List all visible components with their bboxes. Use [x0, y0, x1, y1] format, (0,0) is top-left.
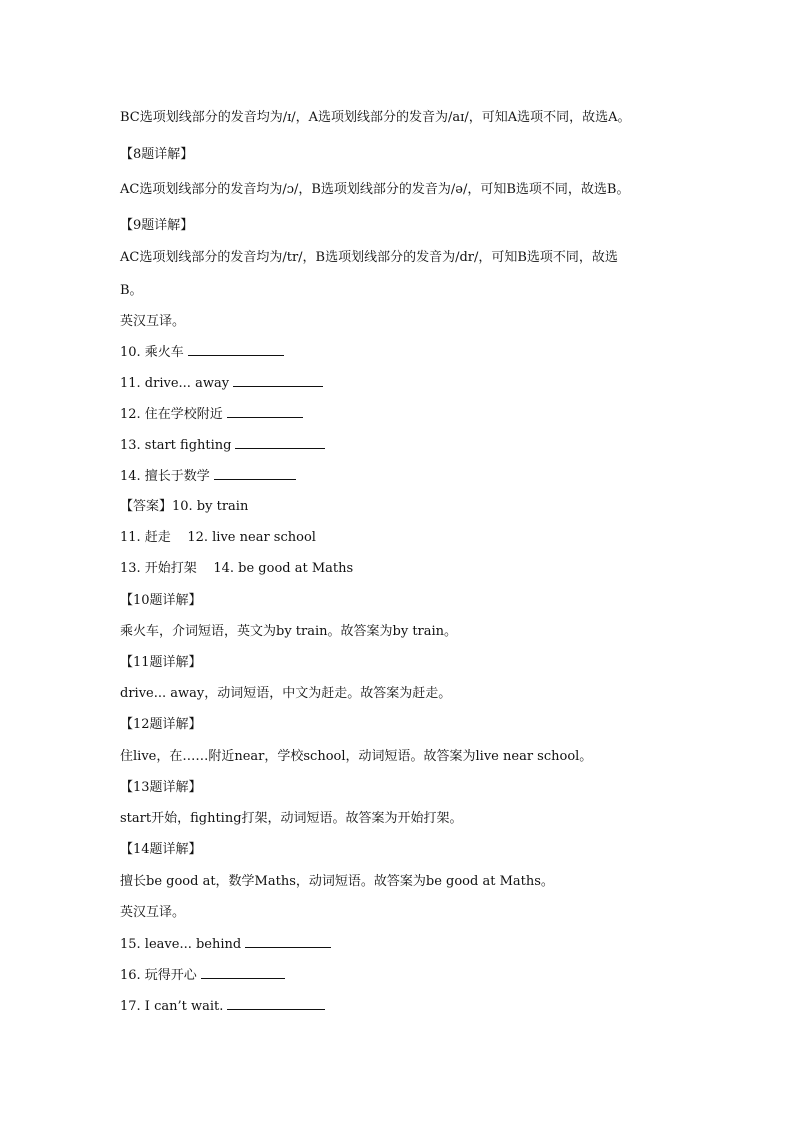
answer-blank	[227, 997, 325, 1010]
question-11-text: 11. drive... away	[120, 376, 230, 391]
explanation-9-text-cont: B。	[120, 283, 143, 298]
question-17-text: 17. I can’t wait.	[120, 999, 224, 1014]
question-11	[120, 374, 323, 393]
answer-line-2: 11. 赶走 12. live near school	[120, 530, 316, 545]
question-12	[120, 405, 303, 424]
explanation-8-text: AC选项划线部分的发音均为/ɔ/，B选项划线部分的发音为/ə/，可知B选项不同，故选B。	[120, 182, 630, 197]
question-14	[120, 467, 296, 486]
answer-blank	[227, 405, 303, 418]
question-13	[120, 436, 325, 455]
question-10-text: 10. 乘火车	[120, 345, 184, 360]
explanation-10-text: 乘火车，介词短语，英文为by train。故答案为by train。	[120, 624, 458, 639]
heading-8-detail: 【8题详解】	[120, 147, 194, 162]
question-17	[120, 997, 325, 1016]
heading-10-detail: 【10题详解】	[120, 593, 202, 608]
heading-13-detail: 【13题详解】	[120, 780, 202, 795]
question-12-text: 12. 住在学校附近	[120, 407, 223, 422]
answer-blank	[245, 935, 331, 948]
question-16	[120, 966, 285, 985]
explanation-9-text: AC选项划线部分的发音均为/tr/，B选项划线部分的发音为/dr/，可知B选项不同，故选	[120, 250, 618, 265]
explanation-13-text: start开始，fighting打架，动词短语。故答案为开始打架。	[120, 811, 463, 826]
explanation-14-text: 擅长be good at，数学Maths，动词短语。故答案为be good at Maths。	[120, 874, 554, 889]
question-13-text: 13. start fighting	[120, 438, 232, 453]
question-16-text: 16. 玩得开心	[120, 968, 197, 983]
section-instruction: 英汉互译。	[120, 314, 186, 329]
heading-12-detail: 【12题详解】	[120, 717, 202, 732]
answer-blank	[235, 436, 325, 449]
answer-line-3: 13. 开始打架 14. be good at Maths	[120, 561, 354, 576]
answer-blank	[188, 343, 284, 356]
heading-9-detail: 【9题详解】	[120, 218, 194, 233]
heading-11-detail: 【11题详解】	[120, 655, 202, 670]
answer-line-1: 【答案】10. by train	[120, 499, 249, 514]
explanation-12-text: 住live，在……附近near，学校school，动词短语。故答案为live near school。	[120, 749, 593, 764]
answer-blank	[214, 467, 296, 480]
answer-blank	[233, 374, 323, 387]
answer-blank	[201, 966, 285, 979]
question-14-text: 14. 擅长于数学	[120, 469, 210, 484]
question-15-text: 15. leave... behind	[120, 937, 242, 952]
section-instruction-2: 英汉互译。	[120, 905, 186, 920]
question-10	[120, 343, 284, 362]
explanation-7-text: BC选项划线部分的发音均为/ɪ/，A选项划线部分的发音为/aɪ/，可知A选项不同，故选A。	[120, 110, 631, 125]
explanation-11-text: drive... away，动词短语，中文为赶走。故答案为赶走。	[120, 686, 452, 701]
heading-14-detail: 【14题详解】	[120, 842, 202, 857]
question-15	[120, 935, 331, 954]
